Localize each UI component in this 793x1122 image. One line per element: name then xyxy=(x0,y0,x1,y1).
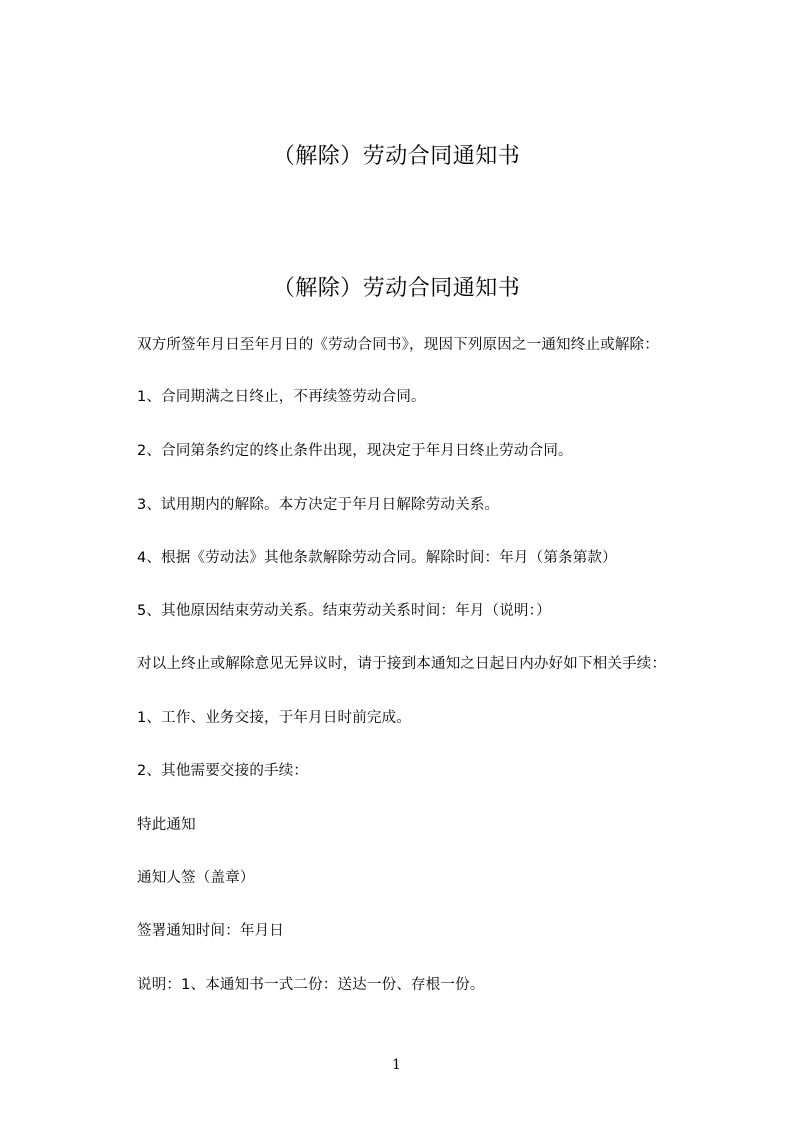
paragraph-note: 说明：1、本通知书一式二份：送达一份、存根一份。 xyxy=(137,977,485,993)
paragraph-reason-4: 4、根据《劳动法》其他条款解除劳动合同。解除时间：年月（第条第款） xyxy=(137,550,617,566)
paragraph-reason-3: 3、试用期内的解除。本方决定于年月日解除劳动关系。 xyxy=(137,497,500,513)
paragraph-sign-date: 签署通知时间：年月日 xyxy=(137,923,284,939)
paragraph-procedure-1: 1、工作、业务交接，于年月日时前完成。 xyxy=(137,710,412,726)
paragraph-procedures-intro: 对以上终止或解除意见无异议时，请于接到本通知之日起日内办好如下相关手续： xyxy=(137,656,667,672)
header-title: （解除）劳动合同通知书 xyxy=(272,144,521,169)
paragraph-intro: 双方所签年月日至年月日的《劳动合同书》，现因下列原因之一通知终止或解除： xyxy=(137,337,659,353)
paragraph-procedure-2: 2、其他需要交接的手续： xyxy=(137,763,309,779)
main-title: （解除）劳动合同通知书 xyxy=(272,276,521,301)
paragraph-reason-2: 2、合同第条约定的终止条件出现，现决定于年月日终止劳动合同。 xyxy=(137,443,573,459)
paragraph-notice: 特此通知 xyxy=(137,817,196,833)
paragraph-reason-5: 5、其他原因结束劳动关系。结束劳动关系时间：年月（说明：） xyxy=(137,603,551,619)
paragraph-signature: 通知人签（盖章） xyxy=(137,870,255,886)
paragraph-reason-1: 1、合同期满之日终止，不再续签劳动合同。 xyxy=(137,389,426,405)
page-number: 1 xyxy=(392,1057,401,1073)
